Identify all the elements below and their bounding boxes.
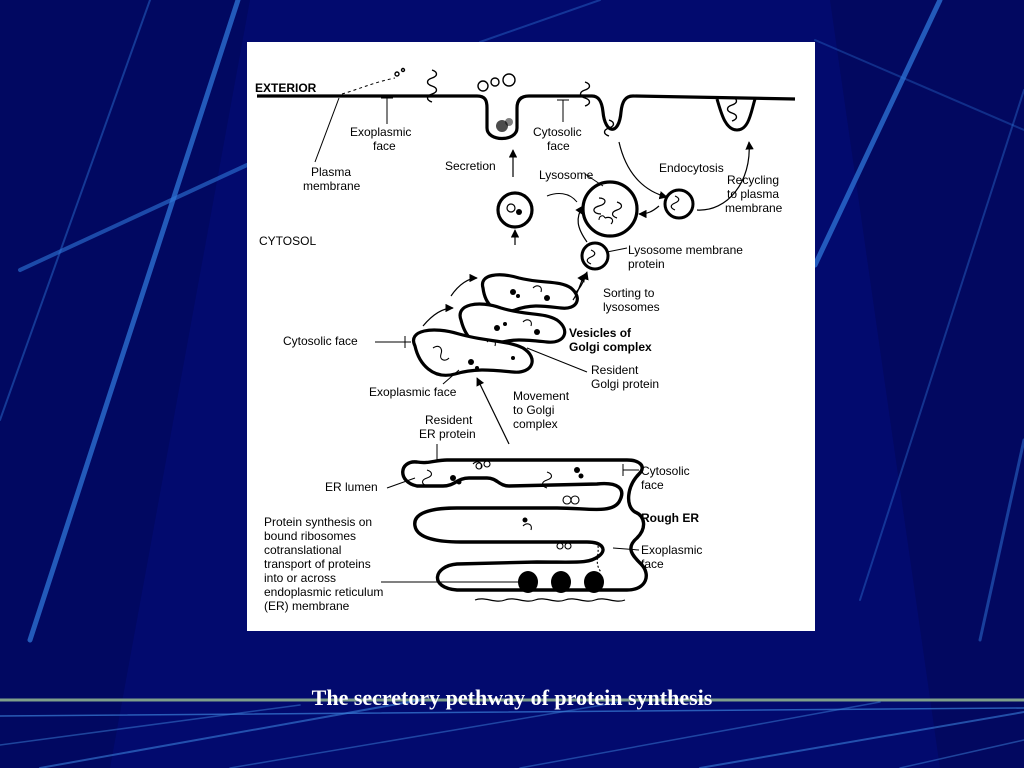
label-protein-synthesis-1: Protein synthesis on [264,515,373,529]
label-recycling-1: Recycling [727,173,780,187]
ribosomes [518,571,604,593]
label-cytosolic-face-er-2: face [641,478,664,492]
label-exoplasmic-face-top-1: Exoplasmic [350,125,412,139]
label-vesicles-golgi-1: Vesicles of [569,326,632,340]
label-cytosolic-face-top-1: Cytosolic [533,125,582,139]
label-lysosome-membrane-protein-2: protein [628,257,665,271]
label-sorting-2: lysosomes [603,300,660,314]
label-movement-2: to Golgi [513,403,555,417]
label-exoplasmic-face-er-1: Exoplasmic [641,543,703,557]
diagram-canvas [247,42,815,631]
lysosomal-transport-vesicle [582,243,608,269]
label-resident-er-2: ER protein [419,427,476,441]
label-protein-synthesis-5: into or across [264,571,337,585]
label-er-lumen: ER lumen [325,480,378,494]
label-secretion: Secretion [445,159,496,173]
label-recycling-3: membrane [725,201,783,215]
label-cytosolic-face-er-1: Cytosolic [641,464,690,478]
label-lysosome: Lysosome [539,168,594,182]
label-resident-er-1: Resident [425,413,473,427]
protein-synthesis-note [264,515,383,613]
label-vesicles-golgi-2: Golgi complex [569,340,652,354]
lysosome [583,182,637,236]
label-protein-synthesis-7: (ER) membrane [264,599,350,613]
label-resident-golgi-2: Golgi protein [591,377,660,391]
label-cytosol: CYTOSOL [259,234,317,248]
label-protein-synthesis-6: endoplasmic reticulum [264,585,384,599]
label-recycling-2: to plasma [727,187,780,201]
secretory-pathway-diagram [247,42,815,631]
label-resident-golgi-1: Resident [591,363,639,377]
label-endocytosis: Endocytosis [659,161,724,175]
label-movement-1: Movement [513,389,570,403]
label-plasma-membrane-1: Plasma [311,165,352,179]
label-movement-3: complex [513,417,558,431]
membrane-protein-helix [428,70,737,136]
label-lysosome-membrane-protein-1: Lysosome membrane [628,243,743,257]
label-exoplasmic-face-golgi: Exoplasmic face [369,385,457,399]
label-exoplasmic-face-top-2: face [373,139,396,153]
label-protein-synthesis-2: bound ribosomes [264,529,357,543]
label-exterior: EXTERIOR [255,81,317,95]
slide-caption: The secretory pethway of protein synthesis [311,685,713,710]
label-protein-synthesis-3: cotranslational [264,543,342,557]
label-cytosolic-face-top-2: face [547,139,570,153]
mrna-strand [475,599,625,601]
label-rough-er: Rough ER [641,511,699,525]
golgi-cisternae [414,275,578,375]
label-sorting-1: Sorting to [603,286,655,300]
endocytic-vesicle [665,190,693,218]
label-plasma-membrane-2: membrane [303,179,361,193]
label-exoplasmic-face-er-2: face [641,557,664,571]
label-cytosolic-face-golgi: Cytosolic face [283,334,358,348]
label-protein-synthesis-4: transport of proteins [264,557,371,571]
